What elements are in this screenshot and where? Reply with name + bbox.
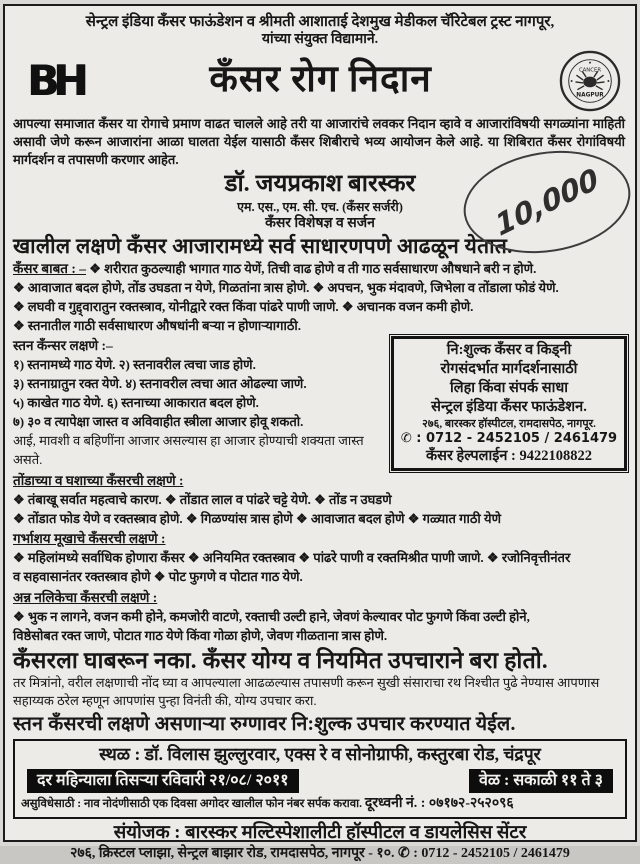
title-row [13,50,627,112]
joint-auspices-line: यांच्या संयुक्त विद्यामाने. [261,31,379,47]
cervix-line-1: व सहवासानंतर रक्तस्त्राव होणे ❖ पोट फुगणे व पोटात गाठ येणे. [13,569,303,585]
schedule-bars [27,769,613,793]
doctor-designation: कँसर विशेषज्ञ व सर्जन [265,215,375,231]
registration-note [21,795,619,813]
organizer-address-phone: २७६, क्रिस्टल प्लाझा, सेन्ट्रल बाझार रोड, रामदासपेठ, नागपूर - १०. ✆ : 0712 - 2452105 / 2461479 [70,846,570,862]
cancer-helpline: कँसर हेल्पलाईन : 9422108822 [426,448,592,465]
venue-line: स्थळ : डॉ. विलास झुल्लुरवार, एक्स रे व सोनोग्राफी, कस्तुरबा रोड, चंद्रपूर [99,743,541,764]
contact-box-line2: रोगसंदर्भात मार्गदर्शनासाठी [440,361,578,378]
general-heading: कँसर बाबत : – [13,261,86,277]
food-pipe-line-0: ❖ भुक न लागने, वजन कमी होने, कमजोरी वाटणे, रक्ताची उल्टी हाने, जेवणं केल्यावर पोट फुगणे किंवा उल्टी होने, [13,608,530,624]
trust-line: सेन्ट्रल इंडिया कँसर फाऊंडेशन व श्रीमती आशाताई देशमुख मेडीकल चॅरिटेबल ट्रस्ट नागपूर, [85,14,555,30]
breast-heading: स्तन कँन्सर लक्षणे :– [13,338,113,354]
section-cervix-cancer [13,529,627,587]
general-line-0: ❖ शरीरात कुठल्याही भागात गाठ येणें, तिची वाढ होणे व ती गाठ सर्वसाधारण औषधाने बरी न होणे. [89,261,537,277]
date-bar: दर महिन्याला तिसऱ्या रविवारी २१/०८/ २०११ [27,769,299,793]
breast-line-2: ५) काखेत गाठ येणे. ६) स्तनाच्या आकारात बदल होणे. [13,394,259,410]
time-bar: वेळ : सकाळी ११ ते ३ [469,769,613,793]
page-title: कँसर रोग निदान [209,59,432,101]
section-mouth-throat-cancer [13,471,627,529]
registration-note-text: असुविधेसाठी : नाव नोदंणीसाठी एक दिवसा अगोदर खालील फोन नंबर सर्पक करावा. [21,798,363,811]
venue-schedule-box [13,739,627,819]
contact-box-phone: ✆ : 0712 - 2452105 / 2461479 [400,430,618,446]
cervix-line-0: ❖ महिलांमध्ये सर्वाधिक होणारा कँसर ❖ अनियमित रक्तस्त्राव ❖ पांढरे पाणी व रक्तमिश्रीत पाणी जाणे. ❖ रजोनिवृत्तीनंतर [13,550,571,566]
registration-phone: दूरध्वनी नं. : ०७१७२-२५२०९६ [364,796,514,812]
seal-bottom-text: NAGPUR [576,92,604,99]
flyer-frame [3,4,637,862]
doctor-qualification: एम. एस., एम. सी. एच. (कँसर सर्जरी) [237,199,403,214]
general-line-2: ❖ लघवी व गुद्द्वारातुन रक्तस्त्राव, योनीद्वारे रक्त किंवा पांढरे पाणी जाणे. ❖ अचानक वजन कमी होणे. [13,299,474,315]
food-pipe-line-1: विष्ठेसोबत रक्त जाणे, पोटात गाठ येणे किंवा गोळा होणे, जेवण गीळताना त्रास होणे. [13,627,388,643]
intro-paragraph: आपल्या समाजात कँसर या रोगाचे प्रमाण वाढत चालले आहे तरी या आजारांचे लवकर निदान व्हावे व आजारांविषयी सगळ्यांना माहिती असावी जेणे करून आजारांना आळा घालता येईल यासाठी कँसर शिबीराचे भव्य आयोजन केले आहे. या शिबिरात कँसर रोगांविषयी मार्गदर्शन व तपासणी करणार आहेत. [13,115,625,168]
doctor-block [13,171,627,232]
mouth-line-0: ❖ तंबाखू सर्वात महत्वाचे कारण. ❖ तोंडात लाल व पांढरे चट्टे येणे. ❖ तोंड न उघडणे [13,491,392,507]
bh-hospital-logo: BH [27,55,83,105]
crab-icon [583,76,597,87]
slogan-line: कँसरला घाबरून नका. कँसर योग्य व नियमित उपचाराने बरा होतो. [13,647,548,673]
doctor-name: डॉ. जयप्रकाश बारस्कर [224,170,416,197]
organizer-name: संयोजक : बारस्कर मल्टिस्पेशालीटी हॉस्पीटल व डायलेसिस सेंटर [113,823,527,844]
breast-line-3: ७) ३० व त्यापेक्षा जास्त व अविवाहीत स्त्रीला आजार होवू शकतो. [13,413,304,429]
contact-box-line3: लिहा किंवा संपर्क साधा [449,380,569,396]
general-line-1: ❖ आवाजात बदल होणे, तोंड उघडता न येणे, गिळतांना त्रास होणे. ❖ अपचन, भुक मंदावणे, जिभेला व तोंडाला फोडं येणे. [13,280,559,296]
appeal-paragraph: तर मित्रांनो, वरील लक्षणाची नोंद घ्या व आपल्याला आढळल्यास तपासणी करून सुखी संसाराचा रथ निश्चीत पुढे नेण्यास आपणास सहाय्यक ठरेल म्हणून आपणांस पुन्हा विनंती की, योग्य उपचार करा. [13,675,600,709]
contact-box-line1: नि:शुल्क कँसर व किड्नी [446,342,572,359]
mouth-line-1: ❖ तोंडात फोड येणे व रक्तस्त्राव होणे. ❖ गिळण्यांस त्रास होणे ❖ आवाजात बदल होणे ❖ गळ्यात गाठी येणे [13,510,501,526]
general-line-3: ❖ स्तनातील गाठी सर्वसाधारण औषधांनी बऱ्या न होणाऱ्यागाठी. [13,318,302,334]
symptoms-heading: खालील लक्षणे कँसर आजारामध्ये सर्व साधारणपणे आढळून येतात. [13,234,513,259]
free-guidance-contact-box [391,336,627,471]
mouth-heading: तोंडाच्या व घशाच्या कँसरची लक्षणे : [13,472,184,488]
breast-line-1: ३) स्तनाग्रातुन रक्त येणे. ४) स्तनावरील त्वचा आत ओढल्या जाणे. [13,375,307,391]
handwritten-amount: 10,000 [491,161,603,243]
breast-line-4: आई, मावशी व बहिणींना आजार असल्यास हा आजार होण्याची शक्यता जास्त असते. [13,432,364,467]
food-pipe-heading: अन्न नलिकेचा कँसरची लक्षणे : [13,590,158,606]
contact-box-line4: सेन्ट्रल इंडिया कँसर फाऊंडेशन. [431,398,587,415]
seal-top-text: CANCER [578,66,602,73]
cervix-heading: गर्भाशय मूखाचे कँसरची लक्षणे : [13,531,166,547]
section-general-cancer [13,259,627,336]
free-treatment-line: स्तन कँसरची लक्षणे असणाऱ्या रुग्णावर नि:शुल्क उपचार करण्यात येईल. [13,713,516,735]
section-food-pipe-cancer [13,588,627,646]
contact-box-address: २७६, बारस्कर हॉस्पीटल, रामदासपेठ, नागपूर. [422,417,596,430]
breast-line-0: १) स्तनामध्ये गाठ येणे. २) स्तनावरील त्वचा जाड होणे. [13,357,256,373]
foundation-seal-icon [559,50,621,112]
organizer-block [13,822,627,863]
